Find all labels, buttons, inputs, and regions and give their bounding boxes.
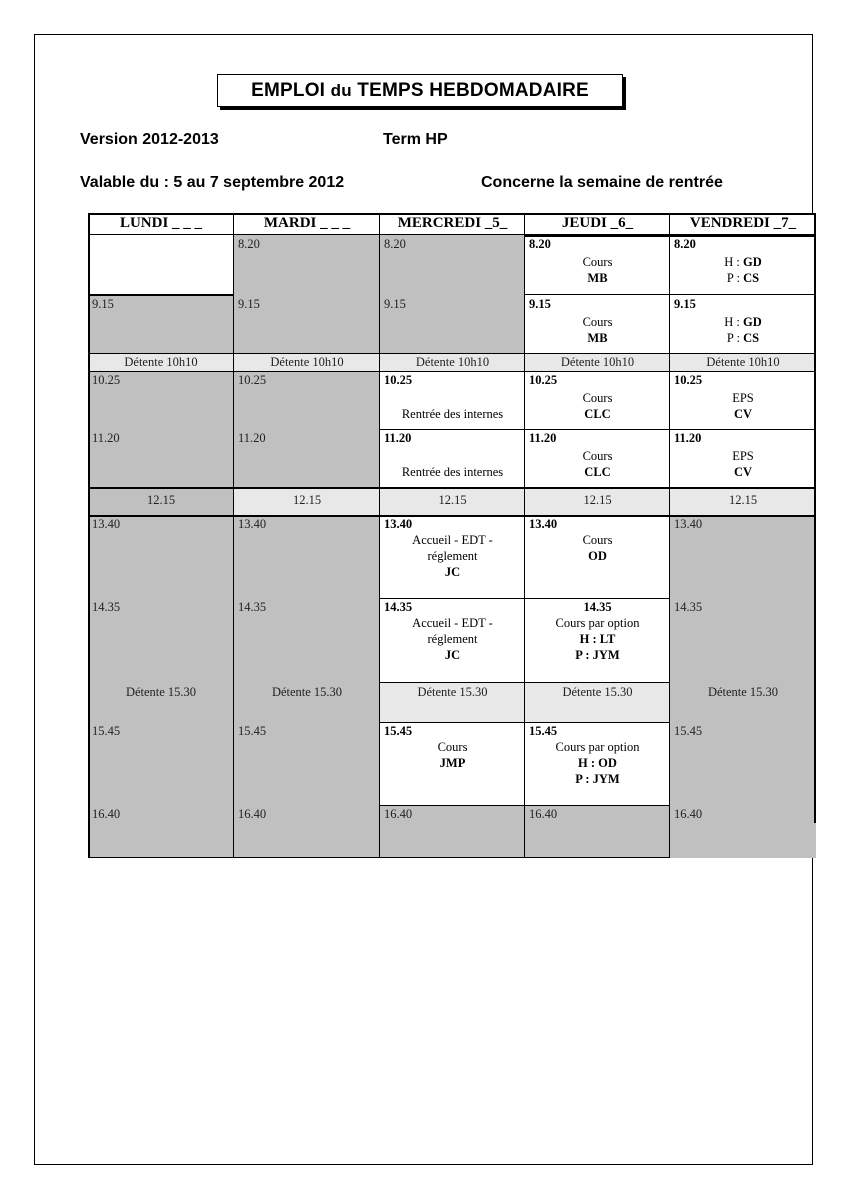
grid-line	[379, 213, 380, 858]
slot-mercredi-820: 8.20	[380, 235, 525, 295]
slot-mardi-915: 9.15	[234, 295, 380, 353]
grid-line	[88, 371, 816, 372]
day-header-vendredi: VENDREDI _7_	[670, 213, 816, 235]
slot-vendredi-1545: 15.45	[670, 722, 816, 805]
grid-line	[88, 487, 816, 489]
version-label: Version 2012-2013	[80, 131, 219, 148]
slot-vendredi-1640: 16.40	[670, 805, 816, 858]
grid-line	[88, 857, 670, 858]
day-header-jeudi: JEUDI _6_	[525, 213, 670, 235]
lunch-jeudi: 12.15	[525, 487, 670, 515]
grid-line	[380, 429, 816, 430]
day-header-mardi: MARDI _ _ _	[234, 213, 380, 235]
slot-vendredi-820: 8.20 H : GD P : CS	[670, 235, 816, 295]
grid-line	[380, 805, 670, 806]
break-mercredi-1530: Détente 15.30	[380, 682, 525, 722]
lunch-lundi: 12.15	[88, 487, 234, 515]
slot-mardi-1545: 15.45	[234, 722, 380, 805]
grid-line	[814, 213, 816, 823]
slot-jeudi-915: 9.15 Cours MB	[525, 295, 670, 353]
break-jeudi-1010: Détente 10h10	[525, 353, 670, 371]
slot-mercredi-1545: 15.45 Cours JMP	[380, 722, 525, 805]
grid-line	[380, 598, 670, 599]
slot-lundi-915: 9.15	[88, 295, 234, 353]
break-mercredi-1010: Détente 10h10	[380, 353, 525, 371]
slot-mercredi-915: 9.15	[380, 295, 525, 353]
lunch-vendredi: 12.15	[670, 487, 816, 515]
grid-line	[88, 353, 816, 354]
slot-mercredi-1025: 10.25 Rentrée des internes	[380, 371, 525, 429]
break-jeudi-1530: Détente 15.30	[525, 682, 670, 722]
slot-vendredi-915: 9.15 H : GD P : CS	[670, 295, 816, 353]
break-vendredi-1530: Détente 15.30	[670, 682, 816, 722]
grid-line	[524, 213, 525, 858]
grid-line	[669, 213, 670, 858]
lunch-mercredi: 12.15	[380, 487, 525, 515]
slot-mercredi-1340: 13.40 Accueil - EDT - réglement JC	[380, 515, 525, 598]
slot-vendredi-1435: 14.35	[670, 598, 816, 682]
slot-jeudi-1120: 11.20 Cours CLC	[525, 429, 670, 487]
slot-jeudi-1340: 13.40 Cours OD	[525, 515, 670, 598]
slot-vendredi-1120: 11.20 EPS CV	[670, 429, 816, 487]
slot-lundi-1025: 10.25	[88, 371, 234, 429]
grid-line	[88, 294, 234, 296]
grid-line	[233, 213, 234, 858]
class-label: Term HP	[383, 131, 448, 148]
grid-line	[380, 722, 670, 723]
slot-lundi-1640: 16.40	[88, 805, 234, 858]
slot-mercredi-1640: 16.40	[380, 805, 525, 858]
validity-label: Valable du : 5 au 7 septembre 2012	[80, 174, 345, 191]
slot-jeudi-820: 8.20 Cours MB	[525, 235, 670, 295]
slot-jeudi-1025: 10.25 Cours CLC	[525, 371, 670, 429]
break-lundi-1010: Détente 10h10	[88, 353, 234, 371]
grid-line	[88, 213, 90, 858]
slot-lundi-1120: 11.20	[88, 429, 234, 487]
slot-jeudi-1640: 16.40	[525, 805, 670, 858]
slot-jeudi-1435: 14.35 Cours par option H : LT P : JYM	[525, 598, 670, 682]
grid-line	[525, 294, 816, 295]
break-mardi-1530: Détente 15.30	[234, 682, 380, 722]
slot-vendredi-1025: 10.25 EPS CV	[670, 371, 816, 429]
break-vendredi-1010: Détente 10h10	[670, 353, 816, 371]
slot-lundi-1340: 13.40	[88, 515, 234, 598]
slot-jeudi-1545: 15.45 Cours par option H : OD P : JYM	[525, 722, 670, 805]
slot-lundi-1545: 15.45	[88, 722, 234, 805]
day-header-mercredi: MERCREDI _5_	[380, 213, 525, 235]
break-mardi-1010: Détente 10h10	[234, 353, 380, 371]
grid-line	[525, 235, 816, 237]
slot-mardi-1120: 11.20	[234, 429, 380, 487]
grid-line	[88, 515, 816, 517]
slot-mardi-1025: 10.25	[234, 371, 380, 429]
break-lundi-1530: Détente 15.30	[88, 682, 234, 722]
slot-vendredi-1340: 13.40	[670, 515, 816, 598]
slot-mardi-1340: 13.40	[234, 515, 380, 598]
slot-mardi-820: 8.20	[234, 235, 380, 295]
slot-mardi-1640: 16.40	[234, 805, 380, 858]
page-title: EMPLOI du TEMPS HEBDOMADAIRE	[217, 74, 623, 107]
slot-mercredi-1435: 14.35 Accueil - EDT - réglement JC	[380, 598, 525, 682]
slot-lundi-820	[88, 235, 234, 295]
week-label: Concerne la semaine de rentrée	[481, 174, 723, 191]
grid-line	[380, 682, 670, 683]
lunch-mardi: 12.15	[234, 487, 380, 515]
slot-mercredi-1120: 11.20 Rentrée des internes	[380, 429, 525, 487]
slot-lundi-1435: 14.35	[88, 598, 234, 682]
slot-mardi-1435: 14.35	[234, 598, 380, 682]
day-header-lundi: LUNDI _ _ _	[88, 213, 234, 235]
grid-line	[88, 213, 816, 215]
